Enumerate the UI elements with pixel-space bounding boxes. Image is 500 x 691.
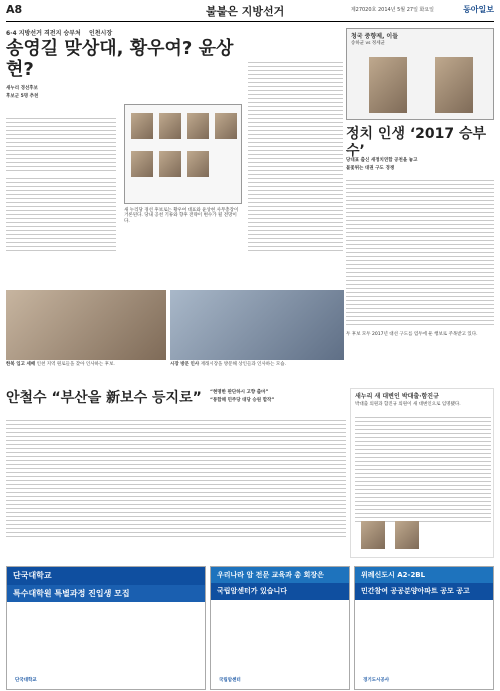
ad-right[interactable] [354, 566, 494, 690]
mid-photo-left [6, 290, 166, 360]
candidate-photo-grid [124, 104, 242, 204]
ad-mid-footer: 국립암센터 [219, 677, 241, 683]
candidate-portrait [369, 57, 407, 113]
headline-2-body-lines [6, 420, 346, 540]
mid-column-lines [248, 62, 343, 254]
ad-left-band-2: 특수대학원 특별과정 진입생 모집 [7, 585, 205, 603]
headline-2-sub-2: “통합해 민주당 대당 승원 합작” [210, 398, 275, 403]
right-sidebar-lines [355, 417, 491, 525]
mid-photo-right [170, 290, 344, 360]
candidate-photo [131, 113, 153, 139]
candidate-photo [187, 113, 209, 139]
brand: 동아일보 [463, 5, 494, 14]
race-box [346, 28, 494, 120]
body-text-lines [6, 118, 116, 174]
caption-text: 인천 지역 원로들을 찾아 인사하는 후보. [36, 362, 115, 367]
race-box-title: 청국 중향제, 이들 [351, 33, 399, 40]
left-top-story [6, 28, 242, 278]
candidate-photo [131, 151, 153, 177]
ad-left-band-1: 단국대학교 [7, 567, 205, 585]
ad-mid-band-2: 국립암센터가 있습니다 [211, 583, 349, 599]
headline-2-sub-1: “현명한 판단하시 고향 출마” [210, 390, 269, 395]
page-header [6, 0, 494, 22]
lead-paragraph: 새 누리당 경선 후보로는 황우여 대표와 윤상현 사무총장이 거론된다. 당내 공천 기류와 향후 전략이 변수가 될 전망이다. [124, 208, 239, 224]
feature-headline: 정치 인생 ‘2017 승부수’ [346, 126, 487, 159]
right-sidebar [350, 388, 494, 558]
ad-left[interactable] [6, 566, 206, 690]
section-title: 불붙은 지방선거 [206, 5, 285, 18]
candidate-photo [187, 151, 209, 177]
reporter-photo [395, 521, 419, 549]
mid-photo-caption-right [170, 362, 344, 367]
issue-meta: 제27020호 2014년 5월 27일 화요일 [350, 7, 434, 13]
right-sidebar-title: 새누리 새 대변인 박대출·함진규 [355, 393, 439, 400]
caption-title: 시장 방문 인사 [170, 362, 200, 367]
ad-left-footer: 단국대학교 [15, 677, 37, 683]
candidate-photo [159, 113, 181, 139]
story-tag [6, 28, 242, 37]
ad-right-band-2: 민간참여 공공분양아파트 공모 공고 [355, 583, 493, 599]
candidate-portrait [435, 57, 473, 113]
ad-mid[interactable] [210, 566, 350, 690]
headline: 송영길 맞상대, 황우여? 윤상현? [6, 38, 234, 80]
body-text-lines-2 [6, 178, 116, 254]
ad-mid-band-1: 우리나라 암 전문 교육과 총 회장은 [211, 567, 349, 583]
headline-2: 안철수 “부산을 新보수 등지로” [6, 390, 202, 406]
feature-body-lines [346, 180, 494, 328]
feature-sub-2: 불꽃튀는 대권 구도 경쟁 [346, 166, 395, 171]
page-number: A8 [6, 3, 23, 16]
series-label: 6·4 지방선거 격전지 승부처 [6, 30, 81, 37]
candidate-photo [215, 113, 237, 139]
race-box-subtitle: 송하균 vs 정세균 [351, 41, 385, 46]
caption-title: 한복 입고 세배 [6, 362, 36, 367]
ad-right-band-1: 위례신도시 A2-2BL [355, 567, 493, 583]
caption-text: 재래시장을 방문해 상인들과 인사하는 모습. [200, 362, 287, 367]
subhead-2: 후보군 5명 추천 [6, 93, 39, 99]
feature-body: 두 후보 모두 2017년 대선 구도를 염두에 둔 행보로 주목받고 있다. [346, 332, 478, 337]
reporter-photo [361, 521, 385, 549]
mid-photo-caption-left [6, 362, 166, 367]
right-sidebar-body: 박대출 의원과 함진규 의원이 새 대변인으로 임명됐다. [355, 402, 461, 408]
candidate-photo [159, 151, 181, 177]
right-top-story [346, 28, 494, 358]
region-label: 인천시장 [88, 30, 113, 37]
feature-sub-1: 당대표 출신 새정치연합 공천을 놓고 [346, 158, 418, 163]
ad-right-footer: 경기도시공사 [363, 677, 390, 683]
subhead-1: 새누리 경선후보 [6, 86, 38, 92]
